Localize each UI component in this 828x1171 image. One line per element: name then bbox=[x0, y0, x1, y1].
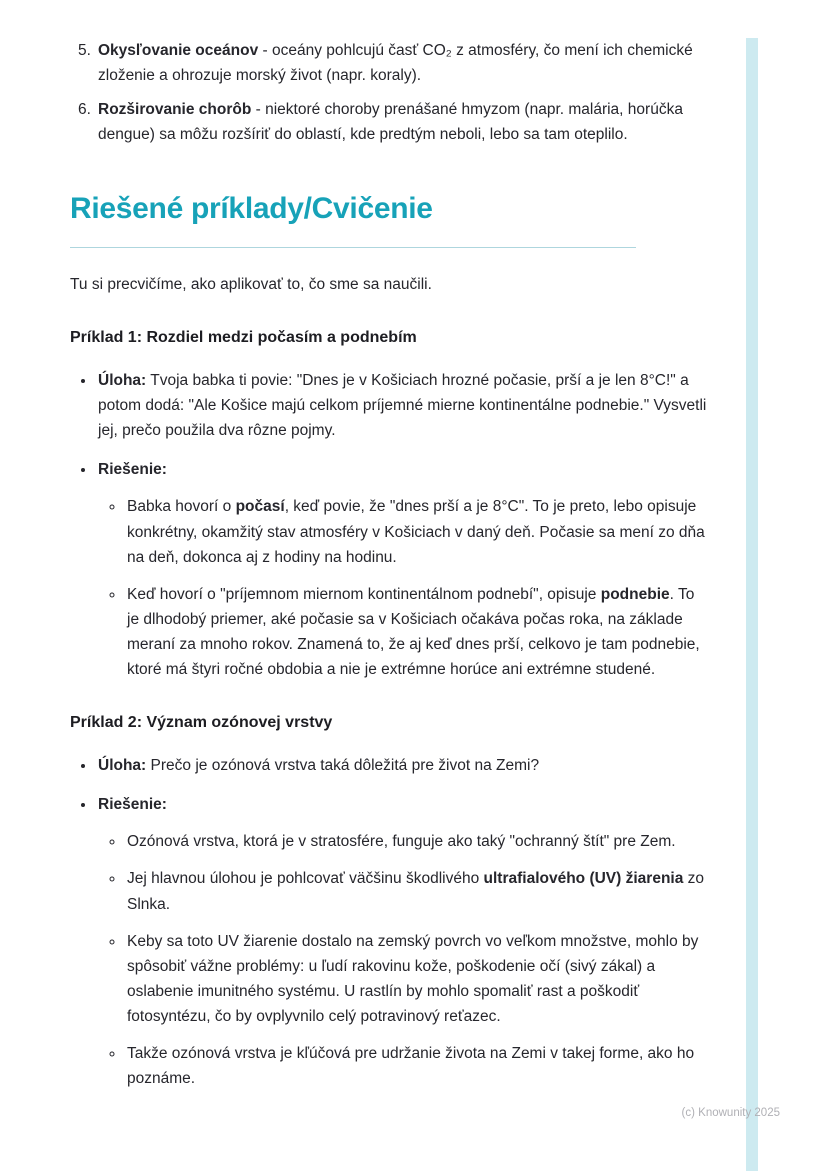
example-2-task-item bbox=[96, 753, 710, 778]
solution-point-text: ◦ Takže ozónová vrstva je kľúčová pre udržanie života na Zemi v takej forme, ako ho poznáme. bbox=[127, 1045, 695, 1088]
task-text: • Úloha: Prečo je ozónová vrstva taká dôležitá pre život na Zemi? bbox=[98, 757, 540, 775]
example-1-solution-points bbox=[98, 494, 710, 682]
solution-point-text: ◦ Keby sa toto UV žiarenie dostalo na zemský povrch vo veľkom množstve, mohlo by spôsobiť vážne problémy: u ľudí rakovinu kože, poškodenie očí (sivý zákal) a oslabenie imunitného systému. U rastlín by mohlo spomaliť rast a poškodiť fotosyntézu, čo by ovplyvnilo celý potravinový reťazec. bbox=[127, 932, 699, 1026]
section-intro: Tu si precvičíme, ako aplikovať to, čo sme sa naučili. bbox=[70, 276, 432, 294]
right-edge-bar bbox=[746, 38, 758, 1171]
solution-label: • Riešenie: bbox=[98, 461, 167, 479]
list-item-5 bbox=[78, 38, 710, 88]
list-item-number: 5. bbox=[78, 42, 91, 59]
section-divider bbox=[70, 247, 636, 248]
solution-point-text: ◦ Jej hlavnou úlohou je pohlcovať väčšinu škodlivého ultrafialového (UV) žiarenia zo Slnka. bbox=[127, 870, 705, 913]
solution-point-text: ◦ Ozónová vrstva, ktorá je v stratosfére, funguje ako taký "ochranný štít" pre Zem. bbox=[127, 833, 676, 851]
climate-effects-list bbox=[70, 38, 710, 147]
example-2-solution-points bbox=[98, 829, 710, 1091]
example-2-list bbox=[70, 753, 710, 1091]
section-title: Riešené príklady/Cvičenie bbox=[70, 192, 433, 226]
list-item-text: Rozširovanie chorôb - niektoré choroby prenášané hmyzom (napr. malária, horúčka dengue) sa môžu rozšíriť do oblastí, kde predtým neboli, lebo sa tam oteplilo. bbox=[98, 101, 683, 144]
page-footer: (c) Knowunity 2025 bbox=[681, 1107, 780, 1119]
solution-point bbox=[125, 866, 710, 916]
task-text: • Úloha: Tvoja babka ti povie: "Dnes je v Košiciach hrozné počasie, prší a je len 8°C!" a potom dodá: "Ale Košice majú celkom príjemné mierne kontinentálne podnebie." Vysvetli jej, prečo použila dva rôzne pojmy. bbox=[98, 372, 707, 440]
example-1-heading: Príklad 1: Rozdiel medzi počasím a podnebím bbox=[70, 329, 417, 347]
solution-point-text: ◦ Keď hovorí o "príjemnom miernom kontinentálnom podnebí", opisuje podnebie. To je dlhodobý priemer, aké počasie sa v Košiciach očakáva počas roka, na základe meraní za mnoho rokov. Znamená to, že aj keď dnes prší, celkovo je tam podnebie, ktoré má štyri ročné obdobia a nie je extrémne horúce ani extrémne studené. bbox=[127, 585, 700, 679]
example-1-list bbox=[70, 368, 710, 682]
list-item-6 bbox=[78, 97, 710, 147]
solution-label: • Riešenie: bbox=[98, 796, 167, 814]
solution-point-text: ◦ Babka hovorí o počasí, keď povie, že "dnes prší a je 8°C". To je preto, lebo opisuje konkrétny, okamžitý stav atmosféry v Košiciach v daný deň. Počasie sa mení zo dňa na deň, dokonca aj z hodiny na hodinu. bbox=[127, 498, 705, 566]
solution-point bbox=[125, 929, 710, 1029]
list-item-text: Okysľovanie oceánov - oceány pohlcujú časť CO₂ z atmosféry, čo mení ich chemické zloženie a ohrozuje morský život (napr. koraly). bbox=[98, 42, 693, 85]
example-1-solution-item bbox=[96, 457, 710, 682]
example-2-heading: Príklad 2: Význam ozónovej vrstvy bbox=[70, 714, 333, 732]
example-1-task-item bbox=[96, 368, 710, 443]
example-2-solution-item bbox=[96, 792, 710, 1091]
solution-point bbox=[125, 1041, 710, 1091]
solution-point bbox=[125, 494, 710, 569]
solution-point bbox=[125, 829, 710, 854]
list-item-number: 6. bbox=[78, 101, 91, 119]
solution-point bbox=[125, 582, 710, 682]
